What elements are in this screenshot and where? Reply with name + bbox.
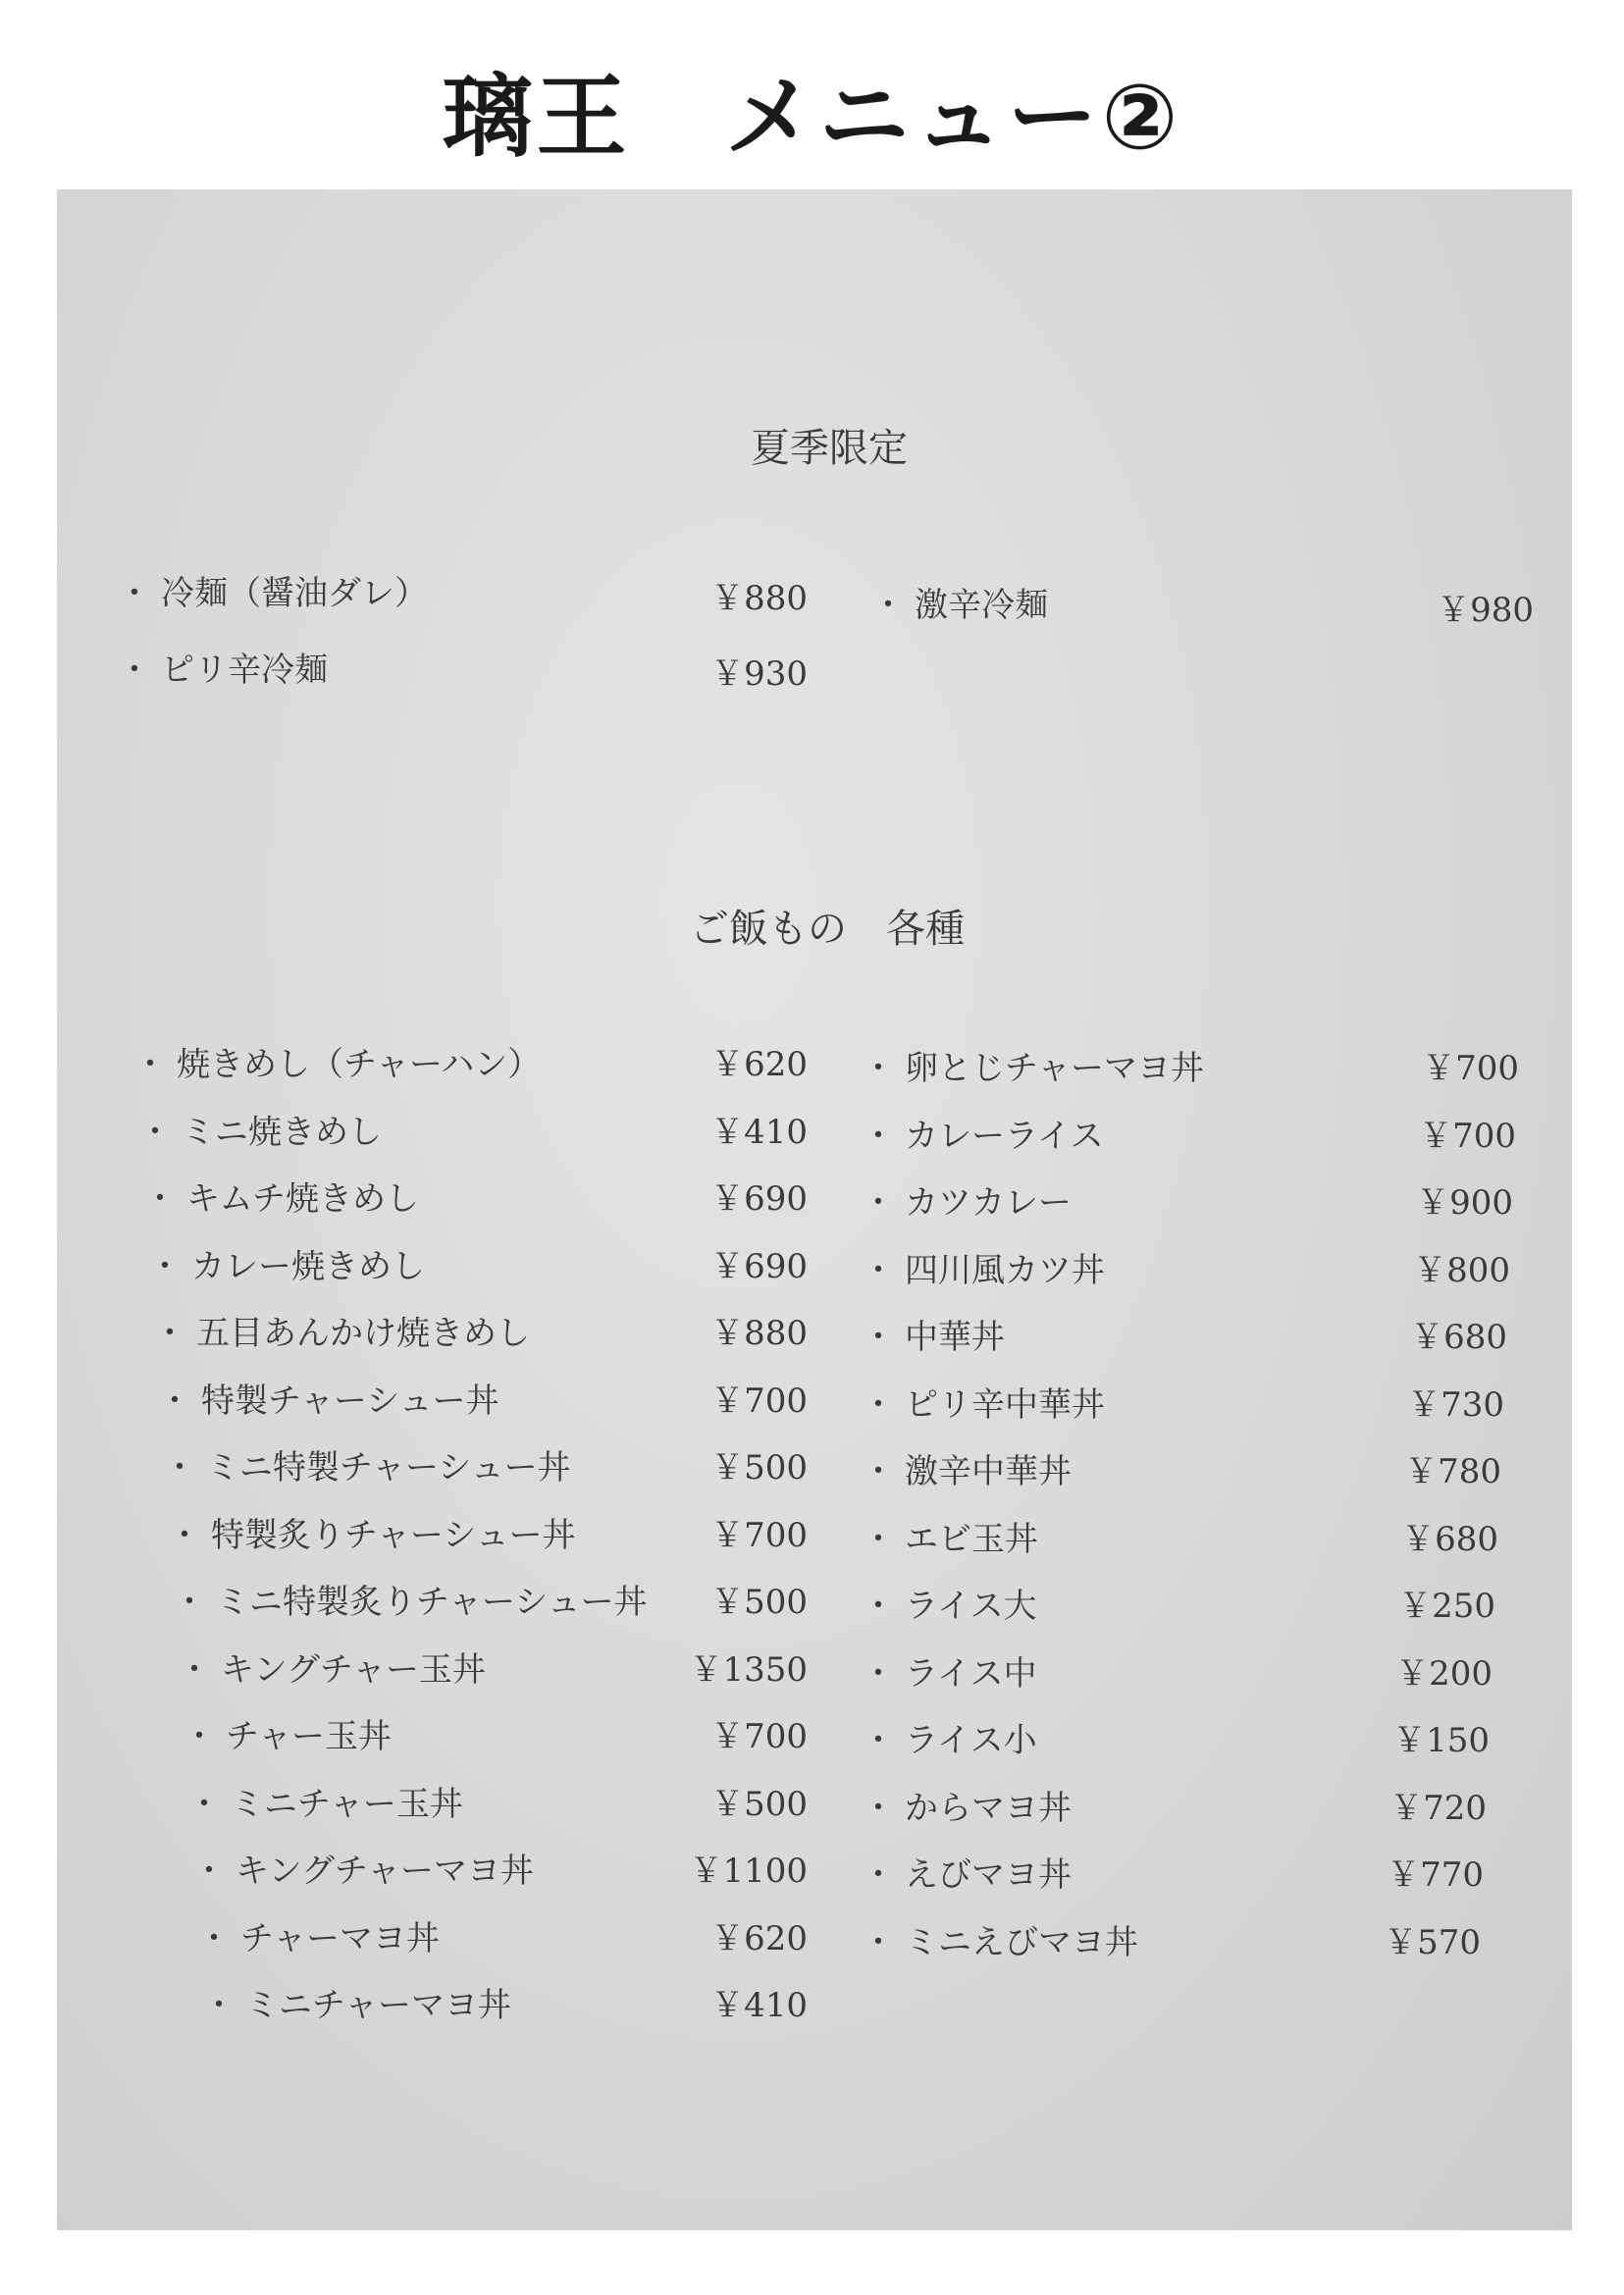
item-price: ￥250 — [1398, 1587, 1495, 1626]
menu-item — [862, 1585, 1037, 1628]
item-price: ￥200 — [1395, 1653, 1493, 1694]
item-price: ￥980 — [1437, 591, 1534, 630]
bullet: ・ — [178, 1649, 211, 1690]
item-price: ￥930 — [710, 654, 808, 694]
item-name: からマヨ丼 — [905, 1788, 1072, 1828]
menu-item — [871, 584, 1048, 627]
item-name: 焼きめし（チャーハン） — [177, 1045, 542, 1084]
item-name: えびマヨ丼 — [905, 1855, 1072, 1895]
item-name: 特製炙りチャーシュー丼 — [211, 1515, 576, 1555]
item-price: ￥900 — [1416, 1183, 1513, 1223]
item-price: ￥500 — [710, 1448, 808, 1487]
menu-item — [862, 1047, 1204, 1090]
menu-item — [862, 1181, 1072, 1225]
menu-item — [862, 1115, 1104, 1158]
item-name: ライス中 — [905, 1653, 1037, 1694]
item-price: ￥690 — [710, 1246, 808, 1286]
bullet: ・ — [862, 1318, 895, 1357]
bullet: ・ — [158, 1381, 191, 1421]
item-name: 五目あんかけ焼きめし — [196, 1314, 530, 1353]
item-name: ミニチャーマヨ丼 — [245, 1986, 511, 2025]
item-price: ￥700 — [1419, 1116, 1516, 1156]
bullet: ・ — [173, 1583, 206, 1622]
item-price: ￥880 — [710, 579, 808, 618]
item-name: ピリ辛冷麺 — [161, 651, 328, 690]
bullet: ・ — [143, 1179, 177, 1219]
bullet: ・ — [183, 1717, 216, 1756]
bullet: ・ — [862, 1384, 895, 1425]
menu-item — [862, 1652, 1037, 1695]
item-name: キムチ焼きめし — [186, 1179, 419, 1219]
page-title: 璃王 メニュー② — [442, 65, 1182, 170]
bullet: ・ — [118, 651, 151, 690]
menu-item — [153, 1312, 530, 1355]
item-name: ライス大 — [905, 1587, 1037, 1626]
item-price: ￥700 — [710, 1381, 808, 1421]
menu-item — [187, 1783, 463, 1826]
item-price: ￥410 — [710, 1112, 808, 1152]
rice-heading: ご飯もの 各種 — [690, 907, 965, 952]
menu-item — [862, 1249, 1105, 1292]
item-name: ミニチャー玉丼 — [231, 1784, 463, 1824]
item-price: ￥690 — [710, 1179, 808, 1219]
item-price: ￥730 — [1407, 1384, 1504, 1425]
item-price: ￥700 — [710, 1717, 808, 1756]
item-name: ミニ焼きめし — [182, 1112, 382, 1152]
bullet: ・ — [133, 1045, 167, 1084]
bullet: ・ — [187, 1784, 221, 1824]
item-price: ￥880 — [710, 1314, 808, 1353]
bullet: ・ — [197, 1918, 231, 1958]
item-name: ミニ特製炙りチャーシュー丼 — [216, 1583, 648, 1622]
item-name: 激辛冷麺 — [915, 586, 1048, 625]
bullet: ・ — [862, 1519, 895, 1559]
bullet: ・ — [862, 1788, 895, 1828]
item-price: ￥570 — [1384, 1922, 1481, 1962]
item-name: キングチャー玉丼 — [221, 1649, 486, 1690]
item-name: 激辛中華丼 — [905, 1452, 1072, 1491]
menu-item — [862, 1787, 1072, 1830]
menu-item — [143, 1177, 419, 1221]
item-price: ￥680 — [1401, 1519, 1498, 1559]
bullet: ・ — [138, 1112, 172, 1152]
bullet: ・ — [118, 574, 151, 613]
menu-item — [192, 1850, 534, 1893]
item-price: ￥500 — [710, 1583, 808, 1622]
item-price: ￥1350 — [689, 1649, 808, 1690]
item-name: ライス小 — [905, 1721, 1037, 1760]
bullet: ・ — [168, 1515, 201, 1555]
menu-item — [862, 1921, 1138, 1964]
menu-paper — [57, 189, 1572, 2230]
menu-item — [862, 1450, 1072, 1493]
item-price: ￥410 — [710, 1986, 808, 2025]
bullet: ・ — [862, 1587, 895, 1626]
menu-item — [173, 1581, 648, 1624]
menu-item — [138, 1111, 382, 1154]
item-price: ￥150 — [1392, 1721, 1490, 1760]
summer-heading: 夏季限定 — [751, 426, 908, 471]
menu-item — [862, 1383, 1105, 1427]
item-name: チャーマヨ丼 — [240, 1918, 440, 1958]
item-name: 冷麺（醤油ダレ） — [161, 574, 428, 613]
item-price: ￥770 — [1387, 1855, 1484, 1895]
bullet: ・ — [163, 1448, 196, 1487]
item-price: ￥680 — [1410, 1318, 1507, 1357]
menu-item — [862, 1518, 1038, 1561]
bullet: ・ — [871, 586, 905, 625]
menu-item — [158, 1380, 499, 1423]
menu-item — [197, 1917, 440, 1960]
item-price: ￥620 — [710, 1918, 808, 1958]
item-name: 卵とじチャーマヨ丼 — [905, 1049, 1204, 1088]
item-name: チャー玉丼 — [226, 1717, 392, 1756]
item-price: ￥700 — [710, 1515, 808, 1555]
menu-item — [862, 1719, 1037, 1762]
item-price: ￥500 — [710, 1784, 808, 1824]
menu-item — [133, 1043, 541, 1086]
item-name: 四川風カツ丼 — [905, 1250, 1105, 1290]
item-name: カツカレー — [905, 1183, 1072, 1223]
bullet: ・ — [862, 1452, 895, 1491]
bullet: ・ — [862, 1922, 895, 1962]
menu-item — [862, 1316, 1005, 1359]
menu-item — [148, 1245, 425, 1288]
item-name: ピリ辛中華丼 — [905, 1384, 1105, 1425]
item-price: ￥700 — [1422, 1049, 1519, 1088]
item-name: エビ玉丼 — [905, 1519, 1038, 1559]
item-price: ￥800 — [1413, 1250, 1510, 1290]
bullet: ・ — [153, 1314, 186, 1353]
item-name: 中華丼 — [905, 1318, 1005, 1357]
menu-item — [163, 1446, 571, 1489]
bullet: ・ — [862, 1721, 895, 1760]
item-price: ￥620 — [710, 1045, 808, 1084]
item-name: カレー焼きめし — [191, 1246, 425, 1286]
bullet: ・ — [862, 1250, 895, 1290]
menu-item — [202, 1984, 511, 2027]
item-price: ￥780 — [1404, 1452, 1501, 1491]
menu-item — [168, 1514, 576, 1557]
item-name: カレーライス — [905, 1116, 1104, 1156]
bullet: ・ — [202, 1986, 236, 2025]
bullet: ・ — [862, 1855, 895, 1895]
menu-item — [178, 1648, 486, 1692]
menu-item — [118, 572, 428, 615]
bullet: ・ — [862, 1116, 895, 1156]
item-name: ミニえびマヨ丼 — [905, 1922, 1138, 1962]
menu-item — [118, 649, 328, 692]
menu-item — [862, 1853, 1072, 1897]
bullet: ・ — [862, 1653, 895, 1694]
item-price: ￥720 — [1389, 1788, 1487, 1828]
bullet: ・ — [862, 1183, 895, 1223]
menu-item — [183, 1715, 392, 1758]
item-name: ミニ特製チャーシュー丼 — [206, 1448, 571, 1487]
bullet: ・ — [862, 1049, 895, 1088]
bullet: ・ — [148, 1246, 182, 1286]
bullet: ・ — [192, 1852, 226, 1891]
item-name: 特製チャーシュー丼 — [201, 1381, 499, 1421]
item-name: キングチャーマヨ丼 — [236, 1852, 534, 1891]
item-price: ￥1100 — [689, 1852, 808, 1891]
